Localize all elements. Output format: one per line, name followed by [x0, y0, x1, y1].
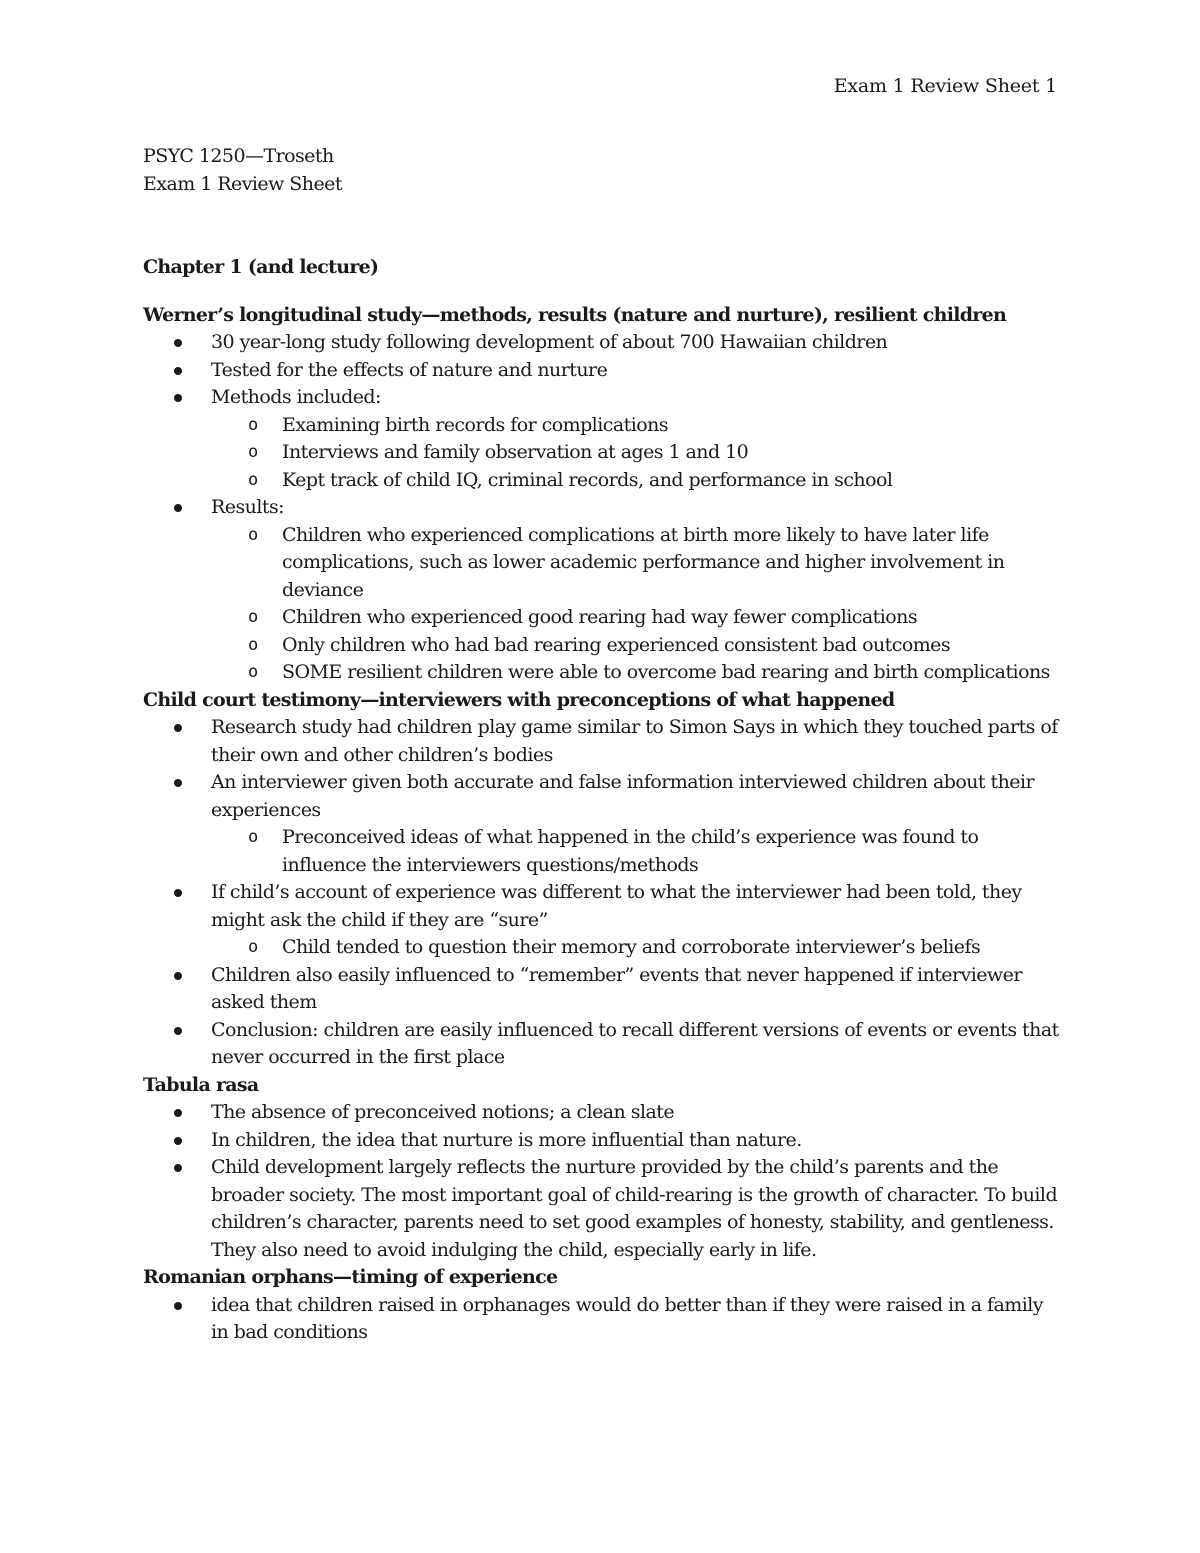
- sub-bullet-text: Children who experienced good rearing had way fewer complications: [282, 606, 918, 628]
- sub-bullet-text: SOME resilient children were able to overcome bad rearing and birth complications: [282, 661, 1050, 683]
- bullet-item: [211, 769, 1063, 879]
- bullet-list: [143, 1099, 1063, 1264]
- sub-bullet-list: [211, 934, 1063, 962]
- bullet-text: Conclusion: children are easily influenced to recall different versions of events or events that never occurred in the first place: [211, 1018, 1059, 1068]
- sub-bullet-item: [248, 604, 1063, 632]
- bullet-text: If child’s account of experience was different to what the interviewer had been told, they might ask the child if they are “sure”: [211, 881, 1022, 931]
- bullet-dot-icon: [174, 367, 182, 375]
- sub-bullet-item: [248, 824, 1063, 879]
- sections-container: [143, 302, 1063, 1347]
- bullet-dot-icon: [174, 1137, 182, 1145]
- bullet-text: In children, the idea that nurture is more influential than nature.: [211, 1128, 802, 1151]
- bullet-list: [143, 329, 1063, 687]
- sub-bullet-text: Interviews and family observation at ages 1 and 10: [282, 441, 749, 463]
- bullet-text: An interviewer given both accurate and false information interviewed children about their experiences: [211, 771, 1035, 821]
- sub-bullet-item: [248, 934, 1063, 962]
- bullet-item: [211, 1099, 1063, 1127]
- section-heading: Werner’s longitudinal study—methods, results (nature and nurture), resilient children: [143, 303, 1007, 326]
- bullet-dot-icon: [174, 1302, 182, 1310]
- bullet-text: Methods included:: [211, 386, 381, 408]
- bullet-list: [143, 714, 1063, 1072]
- bullet-item: [211, 714, 1063, 769]
- sub-bullet-circle-icon: o: [248, 937, 258, 957]
- bullet-item: [211, 1292, 1063, 1347]
- bullet-dot-icon: [174, 724, 182, 732]
- sub-bullet-circle-icon: o: [248, 662, 258, 682]
- chapter-heading: Chapter 1 (and lecture): [143, 256, 379, 278]
- sub-bullet-circle-icon: o: [248, 414, 258, 435]
- sub-bullet-text: Only children who had bad rearing experienced consistent bad outcomes: [282, 633, 951, 656]
- bullet-item: [211, 1127, 1063, 1155]
- document-body: [143, 143, 1063, 1347]
- bullet-item: [211, 329, 1063, 357]
- sub-bullet-text: Child tended to question their memory and corroborate interviewer’s beliefs: [282, 936, 981, 958]
- sub-bullet-text: Children who experienced complications at birth more likely to have later life complications, such as lower academic performance and higher involvement in deviance: [282, 523, 1005, 601]
- bullet-text: Children also easily influenced to “remember” events that never happened if interviewer asked them: [211, 963, 1022, 1013]
- sub-bullet-item: [248, 439, 1063, 467]
- sub-bullet-item: [248, 467, 1063, 495]
- bullet-dot-icon: [174, 889, 182, 897]
- sub-bullet-circle-icon: o: [248, 634, 258, 655]
- sub-bullet-item: [248, 632, 1063, 660]
- bullet-item: [211, 1154, 1063, 1264]
- bullet-dot-icon: [174, 1027, 182, 1035]
- bullet-text: Child development largely reflects the nurture provided by the child’s parents and the broader society. The most important goal of child-rearing is the growth of character. To build children’s character, parents need to set good examples of honesty, stability, and gentleness. They also need to avoid indulging the child, especially early in life.: [211, 1156, 1058, 1261]
- bullet-text: 30 year-long study following development of about 700 Hawaiian children: [211, 331, 888, 353]
- sub-bullet-text: Examining birth records for complications: [282, 413, 668, 436]
- sub-bullet-circle-icon: o: [248, 827, 258, 847]
- bullet-item: [211, 384, 1063, 494]
- sub-bullet-circle-icon: o: [248, 607, 258, 627]
- bullet-text: Research study had children play game similar to Simon Says in which they touched parts of their own and other children’s bodies: [211, 716, 1058, 766]
- sub-bullet-item: [248, 522, 1063, 605]
- bullet-dot-icon: [174, 504, 182, 512]
- sub-bullet-item: [248, 412, 1063, 440]
- sub-bullet-list: [211, 824, 1063, 879]
- bullet-dot-icon: [174, 779, 182, 787]
- sheet-title: Exam 1 Review Sheet: [143, 172, 342, 195]
- sub-bullet-circle-icon: o: [248, 442, 258, 462]
- bullet-dot-icon: [174, 972, 182, 980]
- bullet-text: idea that children raised in orphanages would do better than if they were raised in a family in bad conditions: [211, 1293, 1043, 1343]
- section-heading: Child court testimony—interviewers with preconceptions of what happened: [143, 688, 895, 711]
- course-title: PSYC 1250—Troseth: [143, 145, 334, 167]
- bullet-list: [143, 1292, 1063, 1347]
- bullet-item: [211, 494, 1063, 687]
- sub-bullet-text: Kept track of child IQ, criminal records, and performance in school: [282, 468, 893, 491]
- bullet-item: [211, 879, 1063, 962]
- bullet-text: Results:: [211, 496, 285, 518]
- sub-bullet-list: [211, 522, 1063, 687]
- bullet-dot-icon: [174, 1164, 182, 1172]
- sub-bullet-text: Preconceived ideas of what happened in the child’s experience was found to influence the interviewers questions/methods: [282, 826, 979, 876]
- bullet-dot-icon: [174, 339, 182, 347]
- bullet-item: [211, 357, 1063, 385]
- bullet-dot-icon: [174, 394, 182, 402]
- bullet-item: [211, 962, 1063, 1017]
- section-heading: Tabula rasa: [143, 1073, 259, 1096]
- running-head: Exam 1 Review Sheet 1: [833, 75, 1057, 97]
- sub-bullet-item: [248, 659, 1063, 687]
- bullet-item: [211, 1017, 1063, 1072]
- bullet-dot-icon: [174, 1109, 182, 1117]
- section-heading: Romanian orphans—timing of experience: [143, 1266, 558, 1288]
- bullet-text: Tested for the effects of nature and nurture: [211, 358, 608, 381]
- sub-bullet-circle-icon: o: [248, 524, 258, 545]
- sub-bullet-list: [211, 412, 1063, 495]
- sub-bullet-circle-icon: o: [248, 469, 258, 490]
- bullet-text: The absence of preconceived notions; a clean slate: [211, 1101, 675, 1123]
